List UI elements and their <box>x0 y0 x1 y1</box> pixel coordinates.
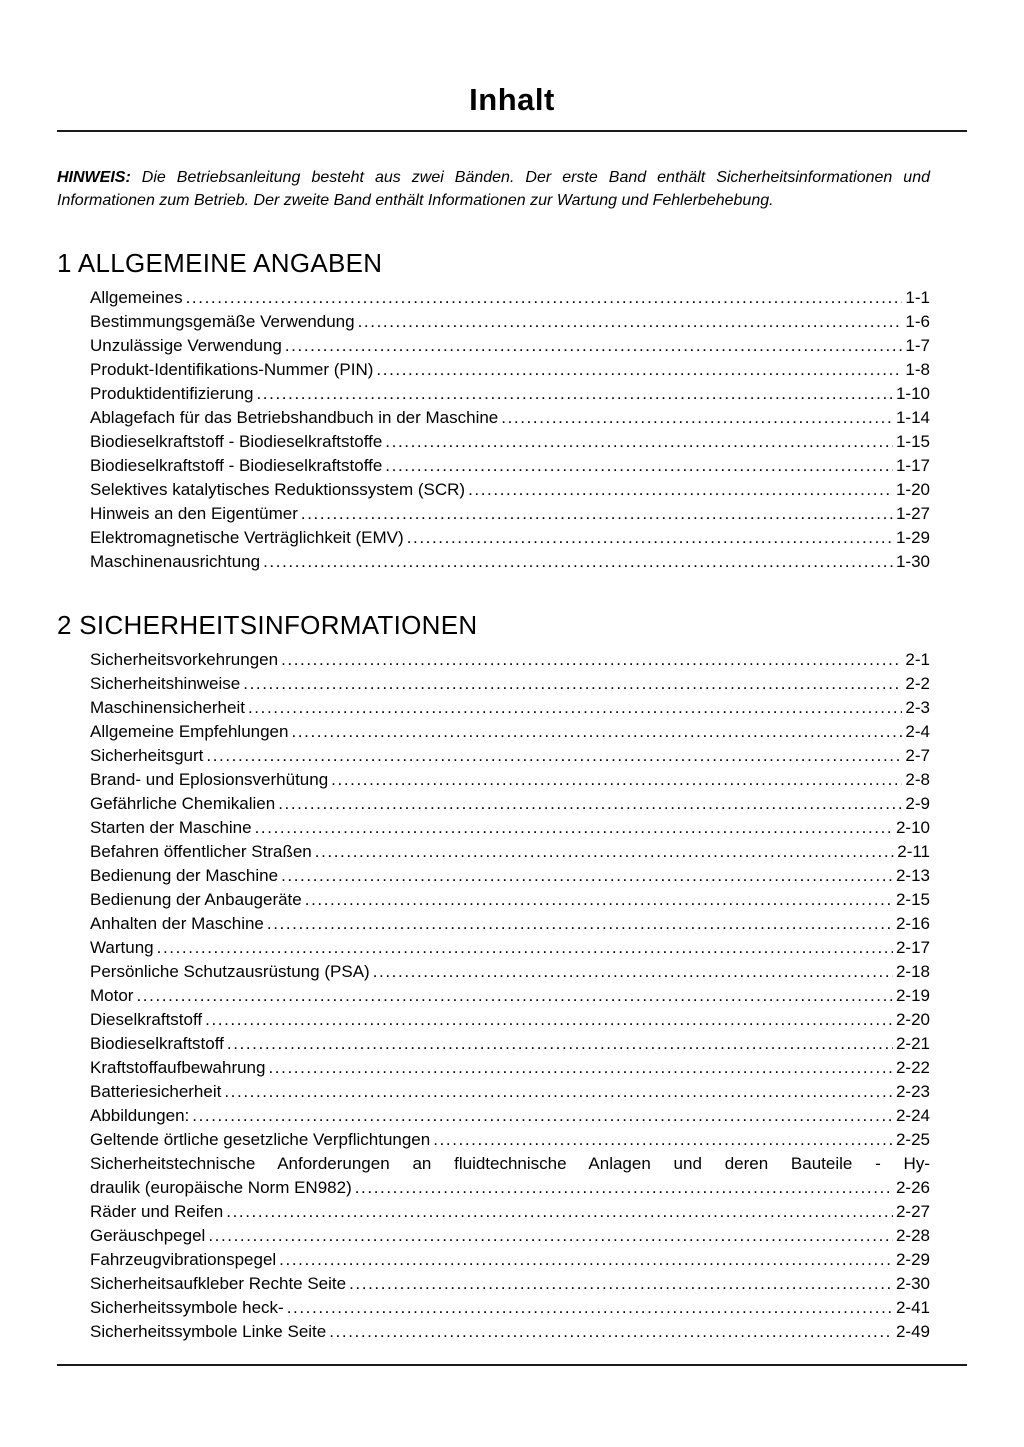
toc-page-number: 2-19 <box>895 986 930 1005</box>
toc-entry-label: Anhalten der Maschine <box>90 914 264 933</box>
toc-entry <box>90 768 930 792</box>
toc-entry <box>90 1008 930 1032</box>
toc-entry-label: Befahren öffentlicher Straßen <box>90 842 312 861</box>
dot-leader <box>385 454 893 478</box>
toc-entry <box>90 792 930 816</box>
dot-leader <box>186 286 903 310</box>
toc-entry <box>90 912 930 936</box>
toc-entry-label: Produktidentifizierung <box>90 384 254 403</box>
toc-entry <box>90 1200 930 1224</box>
toc-entry-label: Persönliche Schutzausrüstung (PSA) <box>90 962 370 981</box>
toc-entry-label: Sicherheitsvorkehrungen <box>90 650 279 669</box>
toc-entry <box>90 1224 930 1248</box>
toc-page-number: 2-9 <box>905 794 930 813</box>
dot-leader <box>315 840 894 864</box>
dot-leader <box>433 1128 893 1152</box>
toc-entry <box>90 550 930 574</box>
toc-page-number: 2-41 <box>895 1298 930 1317</box>
toc-page-number: 2-13 <box>895 866 930 885</box>
dot-leader <box>285 334 903 358</box>
dot-leader <box>227 1032 893 1056</box>
toc-entry-label: Motor <box>90 986 134 1005</box>
toc-entry <box>90 358 930 382</box>
toc-entry-label: Dieselkraftstoff <box>90 1010 203 1029</box>
dot-leader <box>267 912 893 936</box>
dot-leader <box>376 358 902 382</box>
toc-page-number: 2-2 <box>905 674 930 693</box>
toc-page-number: 2-10 <box>895 818 930 837</box>
dot-leader <box>263 550 893 574</box>
toc-page-number: 2-27 <box>895 1202 930 1221</box>
toc-page-number: 2-18 <box>895 962 930 981</box>
toc-entry <box>90 310 930 334</box>
toc-entry-label: Allgemeine Empfehlungen <box>90 722 289 741</box>
toc-page-number: 2-1 <box>905 650 930 669</box>
toc-entry-label: Batteriesicherheit <box>90 1082 222 1101</box>
toc-page-number: 1-20 <box>895 480 930 499</box>
dot-leader <box>349 1272 893 1296</box>
toc-entry-label: Bedienung der Maschine <box>90 866 279 885</box>
toc-entry <box>90 1128 930 1152</box>
toc-entry-label: Fahrzeugvibrationspegel <box>90 1250 277 1269</box>
dot-leader <box>281 648 902 672</box>
toc-entry <box>90 696 930 720</box>
toc-entry-label: Selektives katalytisches Reduktionssystem (SCR) <box>90 480 466 499</box>
note-label: HINWEIS: <box>57 169 131 186</box>
dot-leader <box>224 1080 893 1104</box>
toc-entry-label: Sicherheitssymbole heck- <box>90 1298 284 1317</box>
toc-entry-label: draulik (europäische Norm EN982) <box>90 1178 352 1197</box>
dot-leader <box>136 984 893 1008</box>
toc-entry <box>90 672 930 696</box>
toc-section <box>57 250 967 574</box>
dot-leader <box>407 526 893 550</box>
toc-page-number: 2-30 <box>895 1274 930 1293</box>
toc-entry-label: Ablagefach für das Betriebshandbuch in der Maschine <box>90 408 499 427</box>
toc-entry-label: Abbildungen: <box>90 1106 190 1125</box>
toc-entry-label: Maschinenausrichtung <box>90 552 261 571</box>
bottom-rule <box>57 1364 967 1366</box>
toc-entry-label: Räder und Reifen <box>90 1202 224 1221</box>
toc-entry-label: Sicherheitsgurt <box>90 746 204 765</box>
toc-page-number: 2-11 <box>897 842 930 861</box>
dot-leader <box>281 864 893 888</box>
toc-entry-label: Unzulässige Verwendung <box>90 336 282 355</box>
toc-entry <box>90 1032 930 1056</box>
dot-leader <box>243 672 902 696</box>
toc-entry <box>90 1296 930 1320</box>
toc-page-number: 2-29 <box>895 1250 930 1269</box>
toc-entry <box>90 1320 930 1344</box>
toc-page-number: 2-21 <box>895 1034 930 1053</box>
toc-entry <box>90 960 930 984</box>
toc-entry <box>90 888 930 912</box>
toc-page-number: 1-7 <box>905 336 930 355</box>
toc-page-number: 1-1 <box>905 288 930 307</box>
toc-entry-label: Sicherheitsaufkleber Rechte Seite <box>90 1274 347 1293</box>
hinweis-note <box>57 166 930 212</box>
note-body: Die Betriebsanleitung besteht aus zwei Bänden. Der erste Band enthält Sicherheitsinformationen und Informationen zum Betrieb. Der zweite Band enthält Informationen zur Wartung und Fehlerbehebung. <box>57 169 930 209</box>
toc-page-number: 1-29 <box>895 528 930 547</box>
toc-entry <box>90 1056 930 1080</box>
toc-page-number: 2-15 <box>895 890 930 909</box>
dot-leader <box>256 382 892 406</box>
toc-page-number: 1-14 <box>895 408 930 427</box>
toc-page-number: 2-4 <box>905 722 930 741</box>
toc-entry-label: Maschinensicherheit <box>90 698 245 717</box>
title-rule <box>57 130 967 132</box>
section-entries <box>90 286 930 574</box>
section-entries <box>90 648 930 1344</box>
toc-entry <box>90 502 930 526</box>
toc-entry-label: Kraftstoffaufbewahrung <box>90 1058 266 1077</box>
dot-leader <box>501 406 893 430</box>
toc-page-number: 2-17 <box>895 938 930 957</box>
toc-entry <box>90 334 930 358</box>
toc-entry <box>90 454 930 478</box>
toc-entry <box>90 286 930 310</box>
toc-entry-label: Geräuschpegel <box>90 1226 206 1245</box>
dot-leader <box>157 936 893 960</box>
toc-entry <box>90 720 930 744</box>
toc-page-number: 2-22 <box>895 1058 930 1077</box>
toc-entry-label: Biodieselkraftstoff - Biodieselkraftstoffe <box>90 456 383 475</box>
toc-page-number: 2-8 <box>905 770 930 789</box>
dot-leader <box>226 1200 893 1224</box>
toc-entry <box>90 478 930 502</box>
toc-entry-label: Geltende örtliche gesetzliche Verpflichtungen <box>90 1130 431 1149</box>
toc-page-number: 2-24 <box>895 1106 930 1125</box>
toc-entry-label: Bedienung der Anbaugeräte <box>90 890 302 909</box>
toc-entry-label: Biodieselkraftstoff - Biodieselkraftstoffe <box>90 432 383 451</box>
toc-entry-label: Brand- und Eplosionsverhütung <box>90 770 329 789</box>
toc-page-number: 2-16 <box>895 914 930 933</box>
toc-entry <box>90 382 930 406</box>
toc-entry <box>90 1080 930 1104</box>
toc-page-number: 1-30 <box>895 552 930 571</box>
toc-page-number: 1-10 <box>895 384 930 403</box>
toc-entry <box>90 430 930 454</box>
toc-entry-label: Biodieselkraftstoff <box>90 1034 224 1053</box>
toc-entry <box>90 864 930 888</box>
toc-entry <box>90 744 930 768</box>
dot-leader <box>279 1248 893 1272</box>
dot-leader <box>373 960 893 984</box>
dot-leader <box>278 792 902 816</box>
toc-page-number: 2-26 <box>895 1178 930 1197</box>
toc-page-number: 1-15 <box>895 432 930 451</box>
section-heading: 2 SICHERHEITSINFORMATIONEN <box>57 610 478 640</box>
toc-entry-label: Wartung <box>90 938 154 957</box>
toc-page-number: 2-28 <box>895 1226 930 1245</box>
dot-leader <box>255 816 893 840</box>
toc-page-number: 2-20 <box>895 1010 930 1029</box>
dot-leader <box>248 696 902 720</box>
toc-entry <box>90 1272 930 1296</box>
toc-page-number: 1-17 <box>895 456 930 475</box>
toc-entry-label: Sicherheitssymbole Linke Seite <box>90 1322 327 1341</box>
toc-page-number: 2-25 <box>895 1130 930 1149</box>
toc-entry-label: Gefährliche Chemikalien <box>90 794 276 813</box>
toc-entry-label: Bestimmungsgemäße Verwendung <box>90 312 355 331</box>
toc-entry <box>90 1176 930 1200</box>
dot-leader <box>358 310 903 334</box>
toc-page-number: 2-3 <box>905 698 930 717</box>
dot-leader <box>385 430 893 454</box>
toc-section <box>57 612 967 1344</box>
toc-entry-label: Hinweis an den Eigentümer <box>90 504 298 523</box>
section-heading: 1 ALLGEMEINE ANGABEN <box>57 248 383 278</box>
toc-page-number: 1-27 <box>895 504 930 523</box>
toc-entry <box>90 936 930 960</box>
dot-leader <box>355 1176 893 1200</box>
toc-page-number: 1-6 <box>905 312 930 331</box>
toc-entry <box>90 984 930 1008</box>
toc-page-number: 2-7 <box>905 746 930 765</box>
toc-entry-label: Starten der Maschine <box>90 818 252 837</box>
dot-leader <box>192 1104 893 1128</box>
toc-entry-label: Sicherheitshinweise <box>90 674 241 693</box>
toc-entry-label: Elektromagnetische Verträglichkeit (EMV) <box>90 528 404 547</box>
toc-entry-label: Produkt-Identifikations-Nummer (PIN) <box>90 360 374 379</box>
toc-entry <box>90 816 930 840</box>
toc-page-number: 2-23 <box>895 1082 930 1101</box>
table-of-contents <box>57 250 967 1344</box>
page-title: Inhalt <box>469 82 555 117</box>
toc-entry <box>90 1104 930 1128</box>
dot-leader <box>205 1008 893 1032</box>
toc-entry <box>90 648 930 672</box>
toc-page-number: 2-49 <box>895 1322 930 1341</box>
toc-entry <box>90 526 930 550</box>
dot-leader <box>301 502 893 526</box>
dot-leader <box>331 768 902 792</box>
dot-leader <box>287 1296 893 1320</box>
toc-page-number: 1-8 <box>905 360 930 379</box>
toc-entry-label: Allgemeines <box>90 288 183 307</box>
toc-entry <box>90 840 930 864</box>
toc-entry-label-wrap: Sicherheitstechnische Anforderungen an fluidtechnische Anlagen und deren Bauteile - Hy- <box>90 1154 930 1173</box>
dot-leader <box>329 1320 893 1344</box>
dot-leader <box>305 888 893 912</box>
dot-leader <box>268 1056 892 1080</box>
dot-leader <box>206 744 902 768</box>
dot-leader <box>208 1224 893 1248</box>
dot-leader <box>468 478 893 502</box>
toc-entry <box>90 1248 930 1272</box>
toc-entry <box>90 406 930 430</box>
dot-leader <box>291 720 902 744</box>
